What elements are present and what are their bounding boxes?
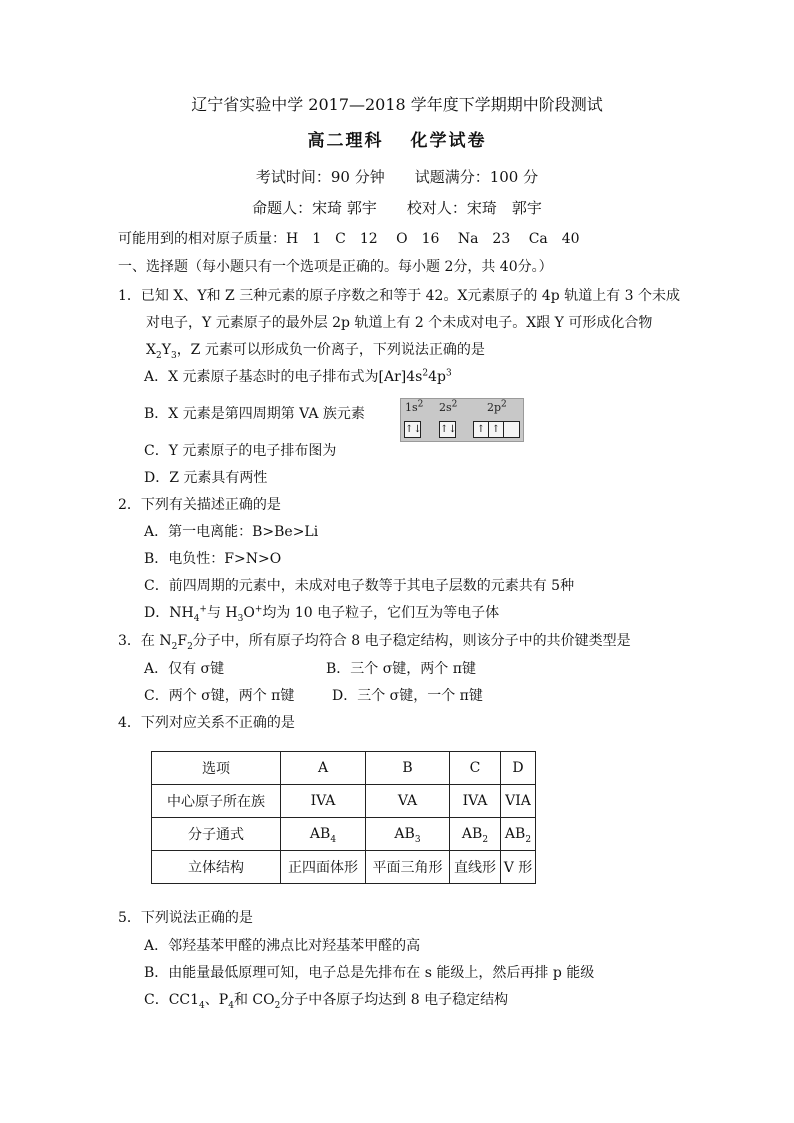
q2-option-d (144, 604, 499, 622)
orbital-label-2p (487, 401, 507, 414)
q1-formula-x: X (146, 342, 156, 358)
table-cell: 选项 (152, 752, 281, 785)
q2-option-c: C．前四周期的元素中，未成对电子数等于其电子层数的元素共有 5种 (144, 578, 575, 594)
orbital-box-2s (439, 421, 456, 438)
q2-option-d-sup: + (199, 604, 207, 615)
table-row (152, 851, 536, 884)
orbital-cell: ↑ (474, 422, 489, 437)
q4-table (151, 751, 536, 884)
q5-option-c-sub: 4 (228, 1000, 234, 1011)
orbital-label-text: 2p (487, 401, 502, 414)
orbital-box-2p (473, 421, 520, 438)
orbital-label-text: 2s (439, 401, 452, 414)
q1-formula-sub: 2 (155, 350, 162, 361)
q3-stem-text: 分子中，所有原子均符合 8 电子稳定结构，则该分子中的共价键类型是 (192, 633, 631, 649)
q5-option-a: A．邻羟基苯甲醛的沸点比对羟基苯甲醛的高 (144, 938, 421, 954)
q4-stem: 4．下列对应关系不正确的是 (118, 715, 295, 731)
table-row (152, 785, 536, 818)
q5-option-c-sub: 4 (199, 1000, 205, 1011)
q2-option-d-text: 均为 10 电子粒子，它们互为等电子体 (262, 605, 500, 621)
table-cell (450, 818, 501, 851)
q5-option-c-text: C．CC1 (144, 992, 200, 1008)
q2-option-b: B．电负性：F>N>O (144, 551, 282, 567)
exam-subtitle: 高二理科 化学试卷 (307, 131, 487, 151)
q1-option-a (144, 368, 452, 386)
table-cell: VA (366, 785, 450, 818)
formula-sub: 2 (482, 834, 489, 845)
q5-option-c-sub: 2 (274, 1000, 281, 1011)
orbital-label-sup: 2 (451, 399, 458, 410)
q1-line2: 对电子，Y 元素原子的最外层 2p 轨道上有 2 个未成对电子。X跟 Y 可形成化合物 (146, 315, 653, 331)
q2-option-d-text: D．NH (144, 605, 194, 621)
table-cell: 中心原子所在族 (152, 785, 281, 818)
formula-base: AB (394, 826, 415, 842)
table-cell: C (450, 752, 501, 785)
formula-sub: 2 (525, 834, 532, 845)
q2-option-a: A．第一电离能：B>Be>Li (144, 524, 319, 540)
table-cell (366, 818, 450, 851)
table-cell: 分子通式 (152, 818, 281, 851)
table-cell (501, 818, 536, 851)
orbital-box-1s (404, 421, 421, 438)
q3-option-d: D．三个 σ键，一个 π键 (332, 688, 483, 704)
formula-base: AB (309, 826, 331, 842)
q1-option-a-text: 4p (428, 369, 446, 385)
q1-line3-text: ，Z 元素可以形成负一价离子，下列说法正确的是 (176, 342, 485, 358)
orbital-label-1s (405, 401, 423, 414)
table-cell: VIA (501, 785, 536, 818)
q3-option-a: A．仅有 σ键 (144, 661, 225, 677)
table-cell: D (501, 752, 536, 785)
table-cell: 直线形 (450, 851, 501, 884)
q3-option-c: C．两个 σ键，两个 π键 (144, 688, 295, 704)
q2-stem: 2．下列有关描述正确的是 (118, 497, 281, 513)
exam-time-score: 考试时间：90 分钟 试题满分：100 分 (255, 168, 539, 186)
formula-sub: 3 (414, 834, 421, 845)
q3-stem-text: F (177, 633, 188, 649)
table-cell: B (366, 752, 450, 785)
q5-option-c-text: 分子中各原子均达到 8 电子稳定结构 (280, 992, 509, 1008)
atomic-masses: 可能用到的相对原子质量：H 1 C 12 O 16 Na 23 Ca 40 (118, 231, 580, 247)
orbital-cell: ↑↓ (440, 424, 457, 435)
table-cell: V 形 (501, 851, 536, 884)
q1-option-a-text: A．X 元素原子基态时的电子排布式为[Ar]4s (144, 369, 423, 385)
q3-stem (118, 632, 631, 650)
table-cell: IVA (450, 785, 501, 818)
orbital-label-2s (439, 401, 457, 414)
q2-option-d-sub: 3 (237, 613, 244, 624)
q2-option-d-sub: 4 (193, 613, 200, 624)
q2-option-d-text: 与 H (206, 605, 238, 621)
q3-stem-text: 3．在 N (118, 633, 172, 649)
section-heading: 一、选择题（每小题只有一个选项是正确的。每小题 2分，共 40分。） (118, 259, 553, 275)
table-cell: A (281, 752, 366, 785)
table-cell: 平面三角形 (366, 851, 450, 884)
q1-option-c: C．Y 元素原子的电子排布图为 (144, 443, 337, 459)
q1-line1: 1．已知 X、Y和 Z 三种元素的原子序数之和等于 42。X元素原子的 4p 轨道上有 3 个未成 (118, 288, 681, 304)
q1-option-d: D．Z 元素具有两性 (144, 470, 268, 486)
q2-option-d-sup: + (254, 604, 263, 615)
q3-stem-sub: 2 (171, 641, 178, 652)
q1-formula-sub: 3 (170, 350, 177, 361)
formula-base: AB (461, 826, 483, 842)
q3-option-b: B．三个 σ键，两个 π键 (326, 661, 476, 677)
q1-line3 (146, 341, 485, 359)
orbital-cell: ↑↓ (405, 424, 422, 435)
orbital-label-sup: 2 (501, 399, 507, 410)
orbital-label-text: 1s (405, 401, 418, 414)
formula-sub: 4 (330, 834, 337, 845)
q1-option-a-sup: 2 (422, 368, 429, 379)
table-row (152, 752, 536, 785)
q5-option-c (144, 991, 508, 1009)
formula-base: AB (504, 826, 526, 842)
q5-option-c-text: 、P (204, 992, 229, 1008)
exam-title: 辽宁省实验中学 2017—2018 学年度下学期期中阶段测试 (191, 95, 603, 114)
q5-option-b: B．由能量最低原理可知，电子总是先排布在 s 能级上，然后再排 p 能级 (144, 965, 595, 981)
table-cell: IVA (281, 785, 366, 818)
q3-stem-sub: 2 (187, 641, 193, 652)
orbital-cell: ↑ (489, 422, 504, 437)
q5-option-c-text: 和 CO (233, 992, 275, 1008)
table-cell: 立体结构 (152, 851, 281, 884)
exam-authors: 命题人：宋琦 郭宇 校对人：宋琦 郭宇 (252, 199, 542, 217)
table-cell: 正四面体形 (281, 851, 366, 884)
orbital-cell (504, 422, 519, 437)
q1-option-a-sup: 3 (445, 368, 452, 379)
q2-option-d-text: O (243, 605, 255, 621)
q5-stem: 5．下列说法正确的是 (118, 910, 253, 926)
orbital-diagram (400, 398, 524, 442)
table-cell (281, 818, 366, 851)
table-row (152, 818, 536, 851)
q1-option-b: B．X 元素是第四周期第 VA 族元素 (144, 406, 365, 422)
orbital-label-sup: 2 (417, 399, 424, 410)
q1-formula-y: Y (161, 342, 171, 358)
